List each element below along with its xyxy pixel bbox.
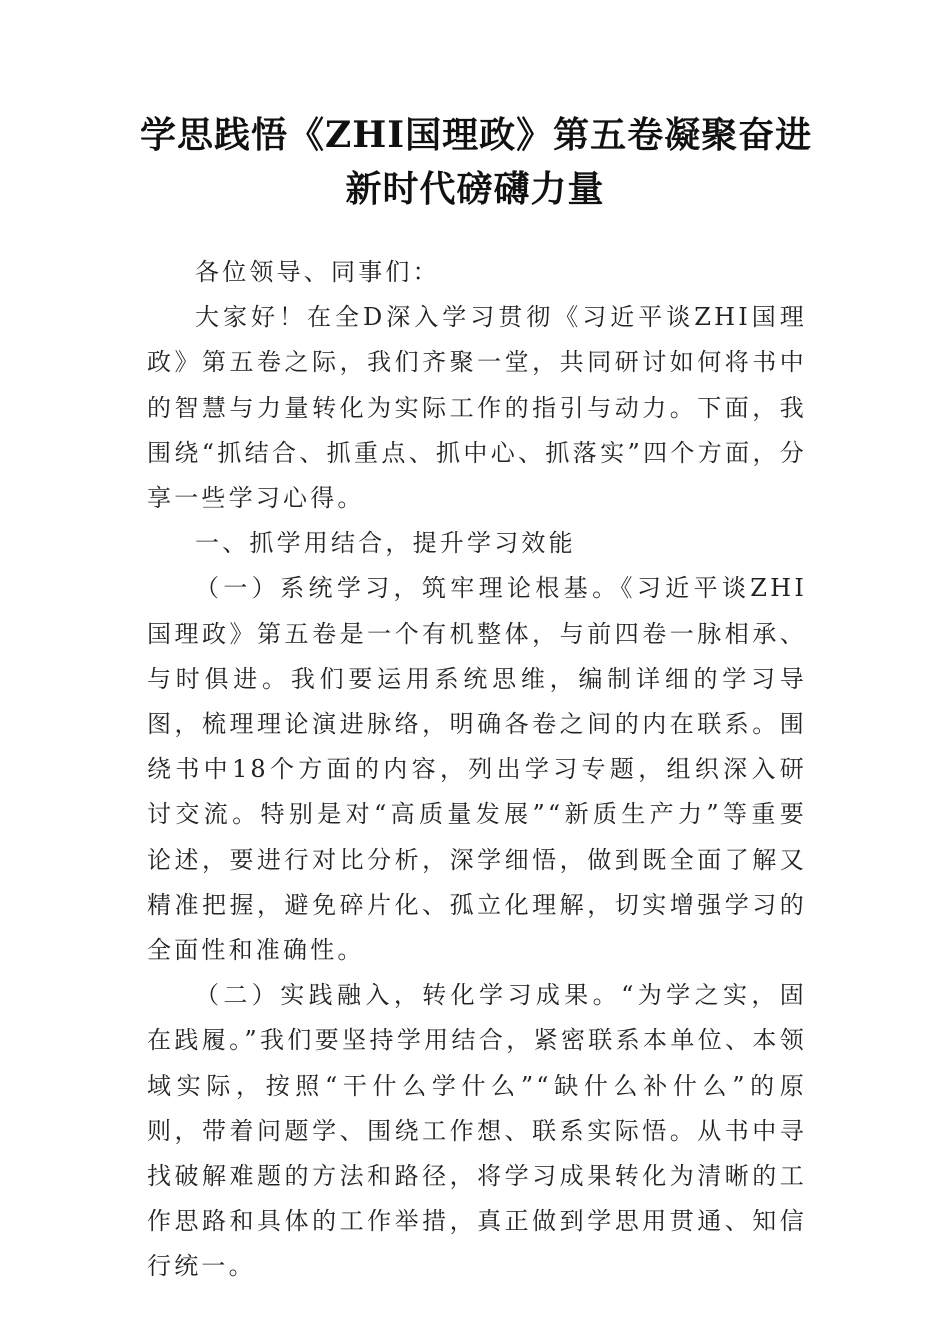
document-title bbox=[140, 108, 813, 216]
body-paragraph: （一）系统学习，筑牢理论根基。《习近平谈ZHI国理政》第五卷是一个有机整体，与前四卷一脉相承、与时俱进。我们要运用系统思维，编制详细的学习导图，梳理理论演进脉络，明确各卷之间的内在联系。围绕书中18个方面的内容，列出学习专题，组织深入研讨交流。特别是对“高质量发展”“新质生产力”等重要论述，要进行对比分析，深学细悟，做到既全面了解又精准把握，避免碎片化、孤立化理解，切实增强学习的全面性和准确性。 bbox=[147, 574, 807, 965]
section-heading: 一、抓学用结合，提升学习效能 bbox=[195, 529, 576, 558]
document-body bbox=[147, 250, 807, 1290]
title-line-1: 学思践悟《ZHI国理政》第五卷凝聚奋进 bbox=[140, 114, 813, 156]
opening-paragraph: 大家好！在全D深入学习贯彻《习近平谈ZHI国理政》第五卷之际，我们齐聚一堂，共同研讨如何将书中的智慧与力量转化为实际工作的指引与动力。下面，我围绕“抓结合、抓重点、抓中心、抓落实”四个方面，分享一些学习心得。 bbox=[147, 303, 807, 513]
title-line-2: 新时代磅礴力量 bbox=[345, 168, 605, 210]
body-paragraph: （二）实践融入，转化学习成果。“为学之实，固在践履。”我们要坚持学用结合，紧密联系本单位、本领域实际，按照“干什么学什么”“缺什么补什么”的原则，带着问题学、围绕工作想、联系实际悟。从书中寻找破解难题的方法和路径，将学习成果转化为清晰的工作思路和具体的工作举措，真正做到学思用贯通、知信行统一。 bbox=[147, 981, 807, 1281]
salutation: 各位领导、同事们： bbox=[195, 258, 440, 286]
